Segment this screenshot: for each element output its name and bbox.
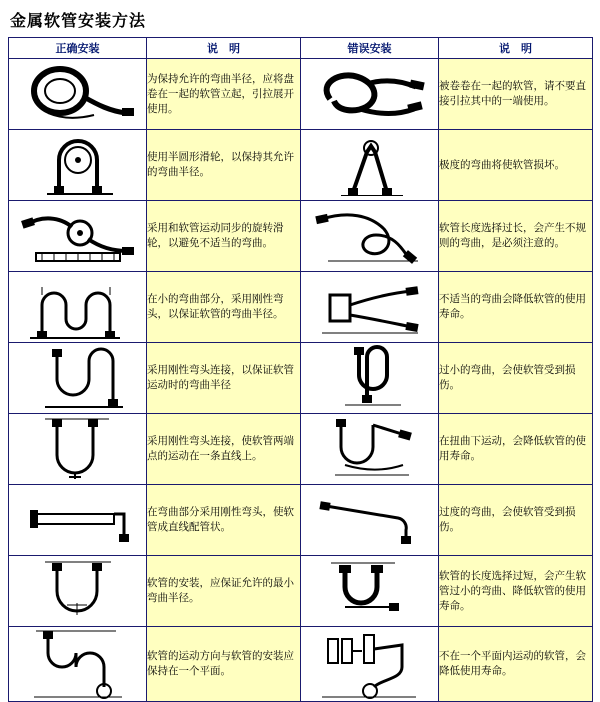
table-header xyxy=(9,38,593,59)
correct-description: 采用刚性弯头连接，使软管两端点的运动在一条直线上。 xyxy=(147,414,301,485)
column-header-correct: 正确安装 xyxy=(9,38,147,59)
wrong-description: 不适当的弯曲会降低软管的使用寿命。 xyxy=(439,272,593,343)
correct-figure-cell xyxy=(9,59,147,130)
table-body xyxy=(9,59,593,702)
correct-figure-cell xyxy=(9,201,147,272)
correct-figure-cell xyxy=(9,343,147,414)
column-header-wrong: 错误安装 xyxy=(301,38,439,59)
rotating-pulley-sync-icon xyxy=(9,201,146,271)
correct-description: 采用和软管运动同步的旋转滑轮，以避免不适当的弯曲。 xyxy=(147,201,301,272)
wrong-description: 过小的弯曲，会使软管受到损伤。 xyxy=(439,343,593,414)
coiled-hose-upright-icon xyxy=(9,59,146,129)
coiled-hose-pulled-icon xyxy=(301,59,438,129)
improper-bend-icon xyxy=(301,272,438,342)
rigid-bend-joint-icon xyxy=(9,343,146,413)
column-header-correct-desc: 说 明 xyxy=(147,38,301,59)
wrong-figure-cell xyxy=(301,343,439,414)
wrong-description: 被卷卷在一起的软管，请不要直接引拉其中的一端使用。 xyxy=(439,59,593,130)
correct-figure-cell xyxy=(9,485,147,556)
u-shape-rigid-elbow-icon xyxy=(9,414,146,484)
wrong-figure-cell xyxy=(301,201,439,272)
wrong-figure-cell xyxy=(301,130,439,201)
too-small-bend-icon xyxy=(301,343,438,413)
correct-description: 采用刚性弯头连接，以保证软管运动时的弯曲半径 xyxy=(147,343,301,414)
wrong-figure-cell xyxy=(301,59,439,130)
excessive-bend-icon xyxy=(301,485,438,555)
semicircular-pulley-icon xyxy=(9,130,146,200)
irregular-bend-long-hose-icon xyxy=(301,201,438,271)
wrong-figure-cell xyxy=(301,272,439,343)
correct-description: 软管的安装，应保证允许的最小弯曲半径。 xyxy=(147,556,301,627)
table-row xyxy=(9,627,593,702)
wrong-figure-cell xyxy=(301,414,439,485)
wrong-description: 在扭曲下运动，会降低软管的使用寿命。 xyxy=(439,414,593,485)
table-row xyxy=(9,414,593,485)
wrong-description: 软管长度选择过长，会产生不规则的弯曲，是必须注意的。 xyxy=(439,201,593,272)
installation-methods-table xyxy=(8,37,593,702)
correct-description: 软管的运动方向与软管的安装应保持在一个平面。 xyxy=(147,627,301,702)
correct-figure-cell xyxy=(9,556,147,627)
sharp-bend-pulley-icon xyxy=(301,130,438,200)
page-title: 金属软管安装方法 xyxy=(10,11,147,30)
torsion-motion-icon xyxy=(301,414,438,484)
wrong-description: 软管的长度选择过短，会产生软管过小的弯曲、降低软管的使用寿命。 xyxy=(439,556,593,627)
correct-figure-cell xyxy=(9,414,147,485)
correct-figure-cell xyxy=(9,130,147,201)
correct-description: 使用半圆形滑轮，以保持其允许的弯曲半径。 xyxy=(147,130,301,201)
wrong-figure-cell xyxy=(301,485,439,556)
table-header-row xyxy=(9,38,593,59)
wrong-figure-cell xyxy=(301,627,439,702)
correct-figure-cell xyxy=(9,272,147,343)
table-row xyxy=(9,343,593,414)
rigid-elbow-small-bend-icon xyxy=(9,272,146,342)
column-header-wrong-desc: 说 明 xyxy=(439,38,593,59)
straight-pipe-rigid-elbow-icon xyxy=(9,485,146,555)
correct-description: 在小的弯曲部分，采用刚性弯头，以保证软管的弯曲半径。 xyxy=(147,272,301,343)
wrong-description: 不在一个平面内运动的软管，会降低使用寿命。 xyxy=(439,627,593,702)
out-of-plane-motion-icon xyxy=(301,627,438,701)
table-row xyxy=(9,556,593,627)
table-row xyxy=(9,201,593,272)
wrong-figure-cell xyxy=(301,556,439,627)
too-long-hose-icon xyxy=(301,556,438,626)
table-row xyxy=(9,485,593,556)
same-plane-motion-icon xyxy=(9,627,146,701)
correct-description: 为保持允许的弯曲半径，应将盘卷在一起的软管立起，引拉展开使用。 xyxy=(147,59,301,130)
table-row xyxy=(9,130,593,201)
correct-description: 在弯曲部分采用刚性弯头，使软管成直线配管状。 xyxy=(147,485,301,556)
table-row xyxy=(9,272,593,343)
min-bend-radius-install-icon xyxy=(9,556,146,626)
correct-figure-cell xyxy=(9,627,147,702)
wrong-description: 极度的弯曲将使软管损坏。 xyxy=(439,130,593,201)
table-row xyxy=(9,59,593,130)
wrong-description: 过度的弯曲，会使软管受到损伤。 xyxy=(439,485,593,556)
